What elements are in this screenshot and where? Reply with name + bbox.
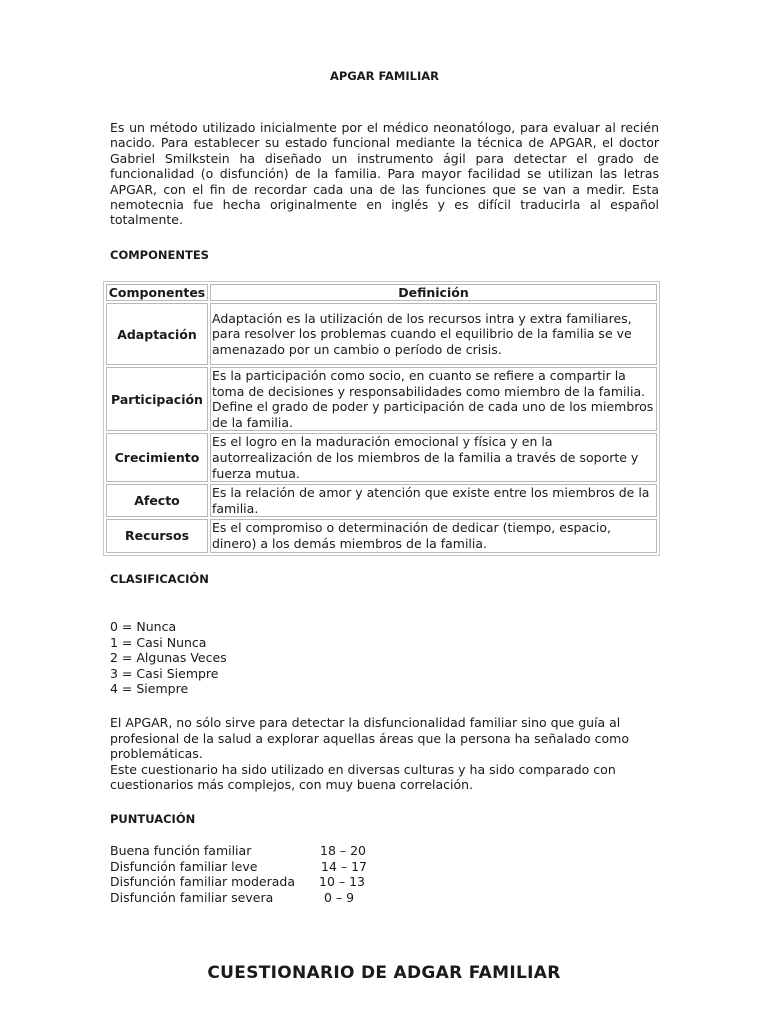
score-range: 18 – 20 [320,843,367,858]
scale-item: 0 = Nunca [110,619,177,634]
table-row [106,519,657,552]
score-label: Disfunción familiar moderada [110,874,296,890]
componentes-heading: COMPONENTES [110,248,209,262]
apgar-usage-paragraph [110,715,659,793]
classification-scale [110,619,227,697]
score-range: 14 – 17 [321,858,368,874]
score-range: 10 – 13 [319,874,366,890]
table-row [106,367,657,431]
paragraph-line: El APGAR, no sólo sirve para detectar la disfuncionalidad familiar sino que guía al profesional de la salud a explorar aquellas áreas que la persona ha señalado como problemáticas. [110,715,629,762]
document-title: APGAR FAMILIAR [329,69,440,83]
component-definition: Es el logro en la maduración emocional y física y en la autorrealización de los miembros de la familia a través de soporte y fuerza mutua. [210,433,657,482]
puntuacion-heading: PUNTUACIÓN [110,812,196,826]
paragraph-line: Este cuestionario ha sido utilizado en diversas culturas y ha sido comparado con cuestionarios más complejos, con muy buena correlación. [110,761,616,793]
component-name: Afecto [106,484,208,517]
score-label: Disfunción familiar leve [110,858,258,874]
component-definition: Es el compromiso o determinación de dedicar (tiempo, espacio, dinero) a los demás miembros de la familia. [210,519,657,552]
table-header-componentes: Componentes [106,284,208,301]
score-label: Buena función familiar [110,843,252,858]
scale-item: 3 = Casi Siempre [110,665,219,681]
table-row [106,484,657,517]
score-label: Disfunción familiar severa [110,889,274,905]
scale-item: 1 = Casi Nunca [110,634,207,650]
intro-paragraph: Es un método utilizado inicialmente por el médico neonatólogo, para evaluar al recién nacido. Para establecer su estado funcional mediante la técnica de APGAR, el doctor Gabriel Smilkstein ha diseñado un instrumento ágil para detectar el grado de funcionalidad (o disfunción) de la familia. Para mayor facilidad se utilizan las letras APGAR, con el fin de recordar cada una de las funciones que se van a medir. Esta nemotecnia fue hecha originalmente en inglés y es difícil traducirla al español totalmente. [110,120,659,228]
component-definition: Es la relación de amor y atención que existe entre los miembros de la familia. [210,484,657,517]
component-name: Crecimiento [106,433,208,482]
component-name: Participación [106,367,208,431]
table-row [106,433,657,482]
components-table [103,281,660,556]
questionnaire-title: CUESTIONARIO DE ADGAR FAMILIAR [207,963,561,983]
table-header-definicion: Definición [210,284,657,301]
score-range: 0 – 9 [324,889,355,905]
component-definition: Es la participación como socio, en cuanto se refiere a compartir la toma de decisiones y responsabilidades como miembro de la familia. Define el grado de poder y participación de cada uno de los miembros de la familia. [210,367,657,431]
component-definition: Adaptación es la utilización de los recursos intra y extra familiares, para resolver los problemas cuando el equilibrio de la familia se ve amenazado por un cambio o período de crisis. [210,303,657,365]
scale-item: 2 = Algunas Veces [110,650,227,666]
scale-item: 4 = Siempre [110,681,189,697]
component-name: Adaptación [106,303,208,365]
table-header-row [106,284,657,301]
clasificacion-heading: CLASIFICACIÓN [110,572,209,586]
table-row [106,303,657,365]
component-name: Recursos [106,519,208,552]
